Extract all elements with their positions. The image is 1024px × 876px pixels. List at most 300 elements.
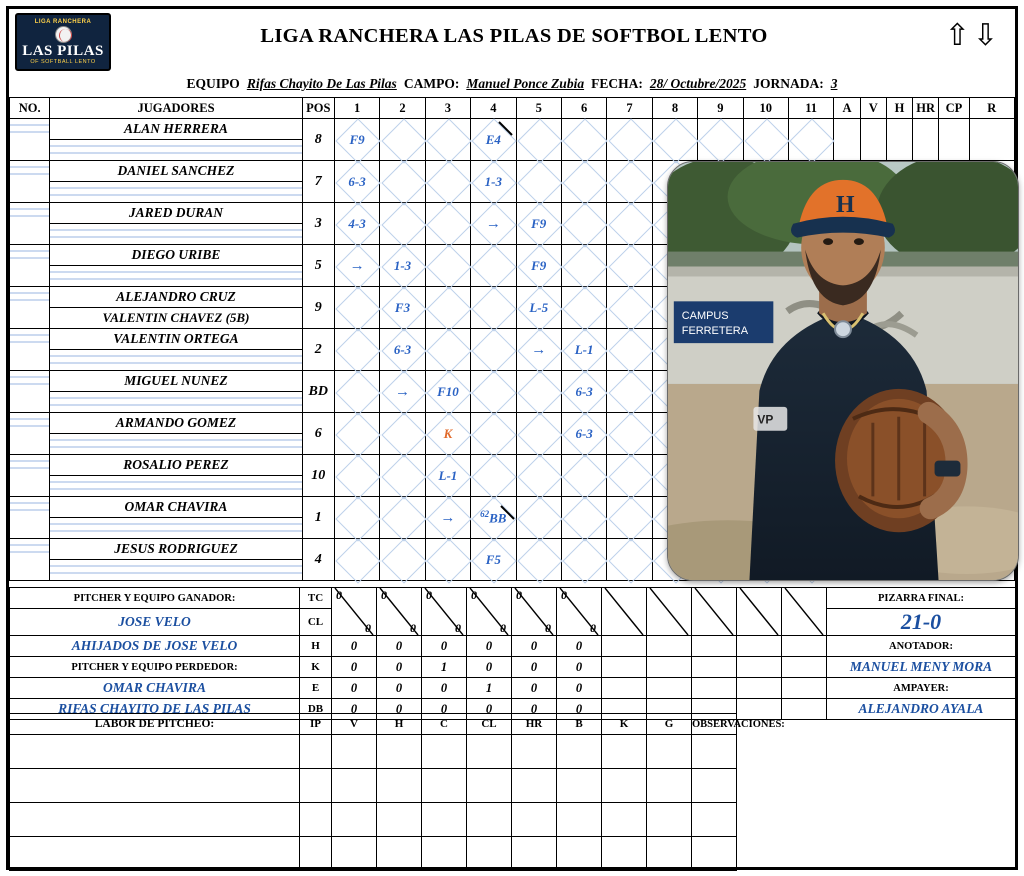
cell-p11-i1[interactable] <box>334 539 379 581</box>
e-i3[interactable]: 0 <box>422 678 467 699</box>
pitching-h-1[interactable] <box>377 735 422 769</box>
cell-p2-i4[interactable]: 1-3 <box>471 161 516 203</box>
campo-value[interactable]: Manuel Ponce Zubia <box>466 76 585 91</box>
pitching-g-1[interactable] <box>647 735 692 769</box>
table-header-row <box>10 98 1015 119</box>
player-number-cell[interactable] <box>10 119 50 161</box>
page-title: LIGA RANCHERA LAS PILAS DE SOFTBOL LENTO <box>260 25 768 47</box>
cell-p9-i3[interactable]: L-1 <box>425 455 470 497</box>
player-pos[interactable]: 5 <box>302 245 334 287</box>
cell-p1-i7[interactable] <box>607 119 652 161</box>
pitching-ip-1[interactable] <box>300 735 332 769</box>
player-pos[interactable]: 3 <box>302 203 334 245</box>
tc-cl-i3[interactable]: 0 0 <box>422 588 467 636</box>
diagonal-line-icon <box>737 588 781 635</box>
e-i10[interactable] <box>737 678 782 699</box>
player-name[interactable]: JARED DURAN <box>50 203 302 224</box>
player-pos[interactable]: 9 <box>302 287 334 329</box>
cell-p3-i7[interactable] <box>607 203 652 245</box>
cell-p5-i2[interactable]: F3 <box>380 287 425 329</box>
cell-p5-i3[interactable] <box>425 287 470 329</box>
pitching-c-1[interactable] <box>422 735 467 769</box>
pitching-k-3[interactable] <box>602 803 647 837</box>
col-stat-v: V <box>860 98 886 119</box>
col-inning-8: 8 <box>652 98 697 119</box>
player-sub-line[interactable] <box>50 434 302 455</box>
tc-cl-i10[interactable] <box>737 588 782 636</box>
cell-p5-i7[interactable] <box>607 287 652 329</box>
pitching-cl-1[interactable] <box>467 735 512 769</box>
player-substitute-name[interactable]: VALENTIN CHAVEZ (5B) <box>50 308 302 329</box>
pitching-c-2[interactable] <box>422 769 467 803</box>
cell-p4-i1[interactable]: → <box>334 245 379 287</box>
equipo-value[interactable]: Rifas Chayito De Las Pilas <box>246 76 397 91</box>
player-pos[interactable]: 2 <box>302 329 334 371</box>
player-sub-line[interactable] <box>50 518 302 539</box>
cell-p1-i11[interactable] <box>788 119 833 161</box>
cell-p3-i1[interactable]: 4-3 <box>334 203 379 245</box>
diagonal-line-icon <box>782 588 826 635</box>
pitching-header-row <box>10 714 1016 735</box>
pitching-cl-2[interactable] <box>467 769 512 803</box>
tc-cl-i4[interactable]: 0 0 <box>467 588 512 636</box>
pitching-g-2[interactable] <box>647 769 692 803</box>
cell-p9-i2[interactable] <box>380 455 425 497</box>
col-g: G <box>647 714 692 735</box>
tc-cl-i5[interactable]: 0 0 <box>512 588 557 636</box>
fecha-value[interactable]: 28/ Octubre/2025 <box>649 76 747 91</box>
player-name[interactable]: MIGUEL NUNEZ <box>50 371 302 392</box>
row-label-k: K <box>300 657 332 678</box>
cell-p4-i5[interactable]: F9 <box>516 245 561 287</box>
e-i6[interactable]: 0 <box>557 678 602 699</box>
col-inning-10: 10 <box>743 98 788 119</box>
cell-p8-i7[interactable] <box>607 413 652 455</box>
diagonal-line-icon <box>647 588 691 635</box>
row-label-tc: TC <box>300 588 332 609</box>
cell-p3-i4[interactable]: → <box>471 203 516 245</box>
h-i7[interactable] <box>602 636 647 657</box>
cell-p1-i2[interactable] <box>380 119 425 161</box>
player-number-cell[interactable] <box>10 329 50 371</box>
observaciones-3[interactable] <box>692 803 737 837</box>
table-row[interactable] <box>10 119 1015 140</box>
logo-name-text: LAS PILAS <box>22 43 104 59</box>
player-number-cell[interactable] <box>10 161 50 203</box>
cell-p1-hr[interactable] <box>913 119 939 161</box>
e-i2[interactable]: 0 <box>377 678 422 699</box>
cell-p9-i4[interactable] <box>471 455 516 497</box>
pitching-v-1[interactable] <box>332 735 377 769</box>
ganador-label: PITCHER Y EQUIPO GANADOR: <box>10 588 300 609</box>
cell-p10-i6[interactable] <box>561 497 606 539</box>
cell-p3-i6[interactable] <box>561 203 606 245</box>
h-i8[interactable] <box>647 636 692 657</box>
pitching-v-3[interactable] <box>332 803 377 837</box>
cell-p7-i4[interactable] <box>471 371 516 413</box>
pitching-h-4[interactable] <box>377 837 422 871</box>
cell-p3-i3[interactable] <box>425 203 470 245</box>
pitching-hr-3[interactable] <box>512 803 557 837</box>
player-sub-line[interactable] <box>50 266 302 287</box>
logo-top-text: LIGA RANCHERA <box>34 19 92 25</box>
cell-p8-i3[interactable]: K <box>425 413 470 455</box>
cell-p10-i4[interactable]: $^{62}$BB <box>471 497 516 539</box>
fecha-label: FECHA: <box>591 76 643 91</box>
db-i4[interactable]: 0 <box>467 699 512 720</box>
jornada-label: JORNADA: <box>753 76 824 91</box>
cell-p1-i10[interactable] <box>743 119 788 161</box>
player-name[interactable]: ALAN HERRERA <box>50 119 302 140</box>
cell-p2-i5[interactable] <box>516 161 561 203</box>
pitching-row[interactable] <box>10 837 1016 871</box>
h-i1[interactable]: 0 <box>332 636 377 657</box>
col-b: B <box>557 714 602 735</box>
h-i10[interactable] <box>737 636 782 657</box>
pitching-hr-1[interactable] <box>512 735 557 769</box>
pizarra-final-value[interactable]: 21-0 <box>827 609 1016 636</box>
cell-p4-i2[interactable]: 1-3 <box>380 245 425 287</box>
player-sub-line[interactable] <box>50 350 302 371</box>
tc-cl-i9[interactable] <box>692 588 737 636</box>
pitching-b-1[interactable] <box>557 735 602 769</box>
pitching-cl-4[interactable] <box>467 837 512 871</box>
pitching-row[interactable] <box>10 803 1016 837</box>
pitching-name-1[interactable] <box>10 735 300 769</box>
col-h: H <box>377 714 422 735</box>
cell-p6-i4[interactable] <box>471 329 516 371</box>
cell-p4-i7[interactable] <box>607 245 652 287</box>
pitching-row[interactable] <box>10 769 1016 803</box>
col-inning-5: 5 <box>516 98 561 119</box>
cell-p10-i2[interactable] <box>380 497 425 539</box>
player-sub-line[interactable] <box>50 182 302 203</box>
footer-row-h <box>10 636 1016 657</box>
row-label-cl: CL <box>300 609 332 636</box>
pitching-b-4[interactable] <box>557 837 602 871</box>
ganador-equipo[interactable]: AHIJADOS DE JOSE VELO <box>10 636 300 657</box>
player-number-cell[interactable] <box>10 245 50 287</box>
cell-p6-i3[interactable] <box>425 329 470 371</box>
observaciones-2[interactable] <box>692 769 737 803</box>
pizarra-label: PIZARRA FINAL: <box>827 588 1016 609</box>
cell-p3-i2[interactable] <box>380 203 425 245</box>
col-inning-9: 9 <box>698 98 743 119</box>
ganador-pitcher[interactable]: JOSE VELO <box>10 609 300 636</box>
player-sub-line[interactable] <box>50 224 302 245</box>
player-sub-line[interactable] <box>50 392 302 413</box>
h-i6[interactable]: 0 <box>557 636 602 657</box>
player-photo <box>667 161 1019 581</box>
player-sub-line[interactable] <box>50 140 302 161</box>
player-name[interactable]: VALENTIN ORTEGA <box>50 329 302 350</box>
cell-p3-i5[interactable]: F9 <box>516 203 561 245</box>
cell-p2-i7[interactable] <box>607 161 652 203</box>
cell-p8-i4[interactable] <box>471 413 516 455</box>
cell-p11-i2[interactable] <box>380 539 425 581</box>
cell-p6-i2[interactable]: 6-3 <box>380 329 425 371</box>
h-i3[interactable]: 0 <box>422 636 467 657</box>
cell-p5-i6[interactable] <box>561 287 606 329</box>
tc-cl-i2[interactable]: 0 0 <box>377 588 422 636</box>
player-name[interactable]: DANIEL SANCHEZ <box>50 161 302 182</box>
cell-p7-i2[interactable]: → <box>380 371 425 413</box>
db-i5[interactable]: 0 <box>512 699 557 720</box>
e-i4[interactable]: 1 <box>467 678 512 699</box>
cell-p6-i6[interactable]: L-1 <box>561 329 606 371</box>
h-i9[interactable] <box>692 636 737 657</box>
player-pos[interactable]: 6 <box>302 413 334 455</box>
pitching-ip-4[interactable] <box>300 837 332 871</box>
pitching-k-4[interactable] <box>602 837 647 871</box>
footer-table <box>9 587 1016 720</box>
k-i5[interactable]: 0 <box>512 657 557 678</box>
h-i2[interactable]: 0 <box>377 636 422 657</box>
h-i11[interactable] <box>782 636 827 657</box>
ampayer-label: AMPAYER: <box>827 678 1016 699</box>
player-photo-image <box>668 162 1018 580</box>
col-stat-cp: CP <box>939 98 969 119</box>
player-number-cell[interactable] <box>10 413 50 455</box>
observaciones-4[interactable] <box>692 837 737 871</box>
player-name[interactable]: ARMANDO GOMEZ <box>50 413 302 434</box>
cell-p5-i1[interactable] <box>334 287 379 329</box>
player-number-cell[interactable] <box>10 287 50 329</box>
cell-p9-i5[interactable] <box>516 455 561 497</box>
row-label-h: H <box>300 636 332 657</box>
player-number-cell[interactable] <box>10 539 50 581</box>
cell-p1-i5[interactable] <box>516 119 561 161</box>
player-number-cell[interactable] <box>10 371 50 413</box>
pitching-hr-4[interactable] <box>512 837 557 871</box>
game-info-bar <box>9 71 1015 97</box>
db-i2[interactable]: 0 <box>377 699 422 720</box>
cell-p6-i7[interactable] <box>607 329 652 371</box>
db-i3[interactable]: 0 <box>422 699 467 720</box>
pitching-cl-3[interactable] <box>467 803 512 837</box>
cell-p1-a[interactable] <box>834 119 860 161</box>
cell-p4-i3[interactable] <box>425 245 470 287</box>
pitching-c-3[interactable] <box>422 803 467 837</box>
cell-p10-i3[interactable]: → <box>425 497 470 539</box>
cell-p7-i5[interactable] <box>516 371 561 413</box>
cell-p1-i4[interactable]: E4 <box>471 119 516 161</box>
sheet-frame <box>6 6 1018 870</box>
player-name[interactable]: DIEGO URIBE <box>50 245 302 266</box>
pitching-h-2[interactable] <box>377 769 422 803</box>
k-i9[interactable] <box>692 657 737 678</box>
e-i8[interactable] <box>647 678 692 699</box>
cell-p2-i1[interactable]: 6-3 <box>334 161 379 203</box>
pitching-v-4[interactable] <box>332 837 377 871</box>
pitching-hr-2[interactable] <box>512 769 557 803</box>
player-number-cell[interactable] <box>10 455 50 497</box>
e-i9[interactable] <box>692 678 737 699</box>
perdedor-equipo[interactable]: RIFAS CHAYITO DE LAS PILAS <box>10 699 300 720</box>
cell-p7-i3[interactable]: F10 <box>425 371 470 413</box>
cell-p1-i1[interactable]: F9 <box>334 119 379 161</box>
pitching-name-4[interactable] <box>10 837 300 871</box>
player-name[interactable]: ROSALIO PEREZ <box>50 455 302 476</box>
cell-p1-i9[interactable] <box>698 119 743 161</box>
tc-cl-i1[interactable]: 0 0 <box>332 588 377 636</box>
pitching-b-2[interactable] <box>557 769 602 803</box>
cell-p5-i5[interactable]: L-5 <box>516 287 561 329</box>
h-i5[interactable]: 0 <box>512 636 557 657</box>
cell-p11-i7[interactable] <box>607 539 652 581</box>
anotador-value[interactable]: MANUEL MENY MORA <box>827 657 1016 678</box>
e-i11[interactable] <box>782 678 827 699</box>
db-i6[interactable]: 0 <box>557 699 602 720</box>
col-stat-r: R <box>969 98 1014 119</box>
footer-row-k <box>10 657 1016 678</box>
pitching-c-4[interactable] <box>422 837 467 871</box>
tc-cl-i7[interactable] <box>602 588 647 636</box>
cell-p6-i5[interactable]: → <box>516 329 561 371</box>
row-label-e: E <box>300 678 332 699</box>
cell-p11-i6[interactable] <box>561 539 606 581</box>
cell-p10-i5[interactable] <box>516 497 561 539</box>
cell-p7-i6[interactable]: 6-3 <box>561 371 606 413</box>
col-inning-6: 6 <box>561 98 606 119</box>
labor-label: LABOR DE PITCHEO: <box>10 714 300 735</box>
cell-p1-i8[interactable] <box>652 119 697 161</box>
k-i3[interactable]: 1 <box>422 657 467 678</box>
cell-p2-i6[interactable] <box>561 161 606 203</box>
campo-label: CAMPO: <box>403 76 460 91</box>
svg-text:FERRETERA: FERRETERA <box>681 325 749 338</box>
cell-p8-i6[interactable]: 6-3 <box>561 413 606 455</box>
equipo-label: EQUIPO <box>186 76 240 91</box>
e-i5[interactable]: 0 <box>512 678 557 699</box>
player-number-cell[interactable] <box>10 497 50 539</box>
player-pos[interactable]: 4 <box>302 539 334 581</box>
diagonal-line-icon <box>692 588 736 635</box>
pitching-b-3[interactable] <box>557 803 602 837</box>
k-i6[interactable]: 0 <box>557 657 602 678</box>
cell-p8-i1[interactable] <box>334 413 379 455</box>
observaciones-1[interactable] <box>692 735 737 769</box>
jornada-value[interactable]: 3 <box>830 76 838 91</box>
cell-p1-h[interactable] <box>886 119 912 161</box>
col-v: V <box>332 714 377 735</box>
col-ip: IP <box>300 714 332 735</box>
softball-icon <box>55 26 72 43</box>
col-k: K <box>602 714 647 735</box>
col-no: NO. <box>10 98 50 119</box>
sort-arrows-icon[interactable]: ⇧⇩ <box>944 19 1001 52</box>
cell-p10-i7[interactable] <box>607 497 652 539</box>
cell-p1-i6[interactable] <box>561 119 606 161</box>
h-i4[interactable]: 0 <box>467 636 512 657</box>
cell-p4-i4[interactable] <box>471 245 516 287</box>
pitching-row[interactable] <box>10 735 1016 769</box>
k-i10[interactable] <box>737 657 782 678</box>
league-logo <box>15 13 111 71</box>
pitching-v-2[interactable] <box>332 769 377 803</box>
cell-p1-i3[interactable] <box>425 119 470 161</box>
cell-p2-i2[interactable] <box>380 161 425 203</box>
pitching-g-4[interactable] <box>647 837 692 871</box>
k-i7[interactable] <box>602 657 647 678</box>
k-i2[interactable]: 0 <box>377 657 422 678</box>
cell-p10-i1[interactable] <box>334 497 379 539</box>
cell-p2-i3[interactable] <box>425 161 470 203</box>
pitching-name-2[interactable] <box>10 769 300 803</box>
pitching-k-1[interactable] <box>602 735 647 769</box>
pitching-ip-2[interactable] <box>300 769 332 803</box>
cell-p9-i1[interactable] <box>334 455 379 497</box>
svg-text:CAMPUS: CAMPUS <box>681 310 729 323</box>
player-name[interactable]: ALEJANDRO CRUZ <box>50 287 302 308</box>
player-pos[interactable]: 10 <box>302 455 334 497</box>
k-i8[interactable] <box>647 657 692 678</box>
player-sub-line[interactable] <box>50 476 302 497</box>
ampayer-value[interactable]: ALEJANDRO AYALA <box>827 699 1016 720</box>
db-i1[interactable]: 0 <box>332 699 377 720</box>
player-pos[interactable]: BD <box>302 371 334 413</box>
k-i4[interactable]: 0 <box>467 657 512 678</box>
out-slash-icon <box>500 505 516 521</box>
pitching-table <box>9 713 1016 871</box>
cell-p8-i2[interactable] <box>380 413 425 455</box>
cell-p11-i4[interactable]: F5 <box>471 539 516 581</box>
pitching-ip-3[interactable] <box>300 803 332 837</box>
tc-cl-i11[interactable] <box>782 588 827 636</box>
pitching-name-3[interactable] <box>10 803 300 837</box>
cell-p11-i3[interactable] <box>425 539 470 581</box>
cell-p4-i6[interactable] <box>561 245 606 287</box>
cell-p11-i5[interactable] <box>516 539 561 581</box>
sheet-header <box>9 9 1015 71</box>
pitching-k-2[interactable] <box>602 769 647 803</box>
tc-cl-i6[interactable]: 0 0 <box>557 588 602 636</box>
col-inning-7: 7 <box>607 98 652 119</box>
k-i1[interactable]: 0 <box>332 657 377 678</box>
player-number-cell[interactable] <box>10 203 50 245</box>
e-i1[interactable]: 0 <box>332 678 377 699</box>
cell-p7-i7[interactable] <box>607 371 652 413</box>
pitching-g-3[interactable] <box>647 803 692 837</box>
cell-p5-i4[interactable] <box>471 287 516 329</box>
observaciones-label: OBSERVACIONES: <box>692 714 737 735</box>
player-sub-line[interactable] <box>50 560 302 581</box>
k-i11[interactable] <box>782 657 827 678</box>
tc-cl-i8[interactable] <box>647 588 692 636</box>
col-inning-2: 2 <box>380 98 425 119</box>
e-i7[interactable] <box>602 678 647 699</box>
player-name[interactable]: JESUS RODRIGUEZ <box>50 539 302 560</box>
pitching-h-3[interactable] <box>377 803 422 837</box>
perdedor-pitcher[interactable]: OMAR CHAVIRA <box>10 678 300 699</box>
cell-p6-i1[interactable] <box>334 329 379 371</box>
cell-p8-i5[interactable] <box>516 413 561 455</box>
cell-p1-v[interactable] <box>860 119 886 161</box>
cell-p9-i7[interactable] <box>607 455 652 497</box>
cell-p1-r[interactable] <box>969 119 1014 161</box>
player-pos[interactable]: 7 <box>302 161 334 203</box>
cell-p1-cp[interactable] <box>939 119 969 161</box>
col-stat-hr: HR <box>913 98 939 119</box>
cell-p7-i1[interactable] <box>334 371 379 413</box>
player-pos[interactable]: 1 <box>302 497 334 539</box>
player-pos[interactable]: 8 <box>302 119 334 161</box>
cell-p9-i6[interactable] <box>561 455 606 497</box>
col-hr: HR <box>512 714 557 735</box>
col-inning-4: 4 <box>471 98 516 119</box>
col-inning-11: 11 <box>788 98 833 119</box>
player-name[interactable]: OMAR CHAVIRA <box>50 497 302 518</box>
